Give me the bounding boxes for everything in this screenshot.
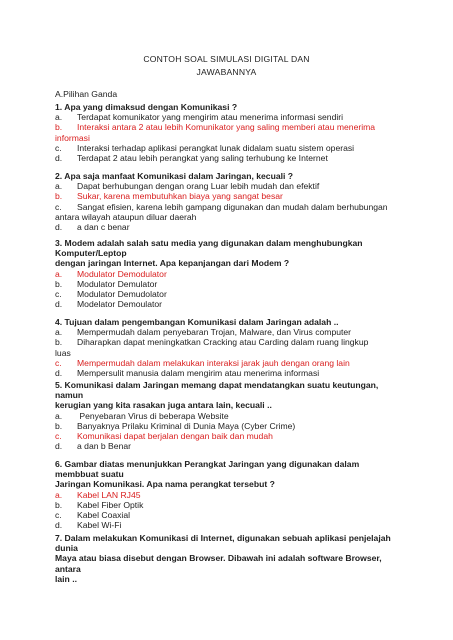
question-text: kerugian yang kita rasakan juga antara lain, kecuali ..: [55, 400, 272, 411]
option-text: Kabel Wi-Fi: [77, 520, 122, 531]
option-letter: b.: [55, 278, 63, 289]
option-letter: a.: [55, 268, 63, 279]
answer-option: [55, 520, 121, 530]
option-text: Interaksi antara 2 atau lebih Komunikator yang saling memberi atau menerima: [77, 122, 376, 133]
question-text: Maya atau biasa disebut dengan Browser. Dibawah ini adalah software Browser,: [55, 553, 382, 564]
option-letter: d.: [55, 222, 63, 232]
option-letter: c.: [55, 201, 62, 212]
option-text: Diharapkan dapat meningkatkan Cracking atau Carding dalam ruang lingkup: [77, 337, 369, 348]
option-letter: a.: [55, 410, 63, 421]
answer-option: [55, 421, 295, 431]
question-text: membbuat suatu: [55, 469, 124, 480]
question-text: 2. Apa saja manfaat Komunikasi dalam Jaringan, kecuali ?: [55, 171, 294, 181]
option-text: Modulator Demudolator: [77, 289, 167, 299]
option-text: Mempermudah dalam melakukan interaksi jarak jauh dengan orang lain: [77, 357, 350, 368]
option-continuation: luas: [55, 347, 71, 358]
option-letter: d.: [55, 299, 63, 310]
option-text: Kabel Fiber Optik: [77, 499, 144, 510]
option-letter: b.: [55, 499, 63, 510]
option-text: Modulator Demulator: [77, 278, 158, 289]
question-text: 4. Tujuan dalam pengembangan Komunikasi dalam Jaringan adalah ..: [55, 317, 339, 327]
option-letter: d.: [55, 153, 63, 163]
question-text: 3. Modem adalah salah satu media yang digunakan dalam menghubungkan: [55, 238, 363, 248]
option-text: Terdapat komunikator yang mengirim atau menerima informasi sendiri: [77, 112, 344, 123]
answer-option: [55, 327, 351, 337]
option-letter: d.: [55, 368, 63, 378]
option-letter: c.: [55, 431, 62, 441]
answer-option: [55, 289, 167, 299]
option-letter: d.: [55, 441, 63, 452]
option-letter: a.: [55, 489, 63, 500]
document-subtitle: JAWABANNYA: [196, 67, 257, 77]
option-continuation: antara wilayah ataupun diluar daerah: [55, 211, 197, 222]
option-text: Penyebaran Virus di beberapa Website: [77, 410, 229, 421]
option-letter: a.: [55, 327, 63, 338]
option-letter: c.: [55, 357, 62, 368]
option-text: Sukar, karena membutuhkan biaya yang sangat besar: [77, 191, 283, 202]
option-letter: c.: [55, 142, 62, 153]
answer-option: [55, 299, 162, 309]
option-text: Komunikasi dapat berjalan dengan baik dan mudah: [77, 431, 273, 441]
option-text: Mempersulit manusia dalam mengirim atau menerima informasi: [77, 368, 320, 378]
question-text: 6. Gambar diatas menunjukkan Perangkat Jaringan yang digunakan dalam: [55, 459, 360, 469]
option-text: Kabel Coaxial: [77, 510, 131, 520]
option-text: Interaksi terhadap aplikasi perangkat lunak didalam suatu sistem operasi: [77, 142, 355, 153]
answer-option: [55, 122, 375, 132]
question-text: 1. Apa yang dimaksud dengan Komunikasi ?: [55, 102, 238, 112]
option-letter: b.: [55, 420, 63, 431]
answer-option: [55, 490, 141, 500]
answer-option: [55, 337, 368, 347]
answer-option: [55, 368, 319, 378]
answer-option: [55, 269, 167, 279]
answer-option: [55, 191, 283, 201]
option-letter: b.: [55, 337, 63, 348]
question-text: namun: [55, 390, 84, 401]
answer-option: [55, 143, 354, 153]
question-text: Komputer/Leptop: [55, 248, 127, 259]
answer-option: [55, 112, 343, 122]
answer-option: [55, 441, 131, 451]
option-text: Modelator Demoulator: [77, 299, 163, 310]
question-text: antara: [55, 563, 81, 574]
option-continuation: informasi: [55, 132, 90, 143]
option-text: a dan c benar: [77, 222, 130, 232]
option-letter: a.: [55, 112, 63, 123]
question-text: lain ..: [55, 573, 77, 584]
answer-option: [55, 153, 328, 163]
answer-option: [55, 431, 273, 441]
answer-option: [55, 411, 229, 421]
option-text: Banyaknya Prilaku Kriminal di Dunia Maya (Cyber Crime): [77, 420, 296, 431]
answer-option: [55, 181, 319, 191]
option-letter: a.: [55, 181, 63, 192]
answer-option: [55, 202, 388, 212]
option-text: Kabel LAN RJ45: [77, 489, 141, 500]
answer-option: [55, 358, 350, 368]
question-text: dengan jaringan Internet. Apa kepanjangan dari Modem ?: [55, 258, 290, 269]
question-text: 7. Dalam melakukan Komunikasi di Internet, digunakan sebuah aplikasi penjelajah: [55, 533, 391, 543]
option-letter: b.: [55, 122, 63, 133]
answer-option: [55, 279, 157, 289]
option-letter: b.: [55, 191, 63, 202]
option-letter: d.: [55, 520, 63, 531]
option-text: a dan b Benar: [77, 441, 131, 452]
answer-option: [55, 500, 143, 510]
option-text: Terdapat 2 atau lebih perangkat yang saling terhubung ke Internet: [77, 153, 328, 163]
option-text: Dapat berhubungan dengan orang Luar lebih mudah dan efektif: [77, 181, 320, 192]
answer-option: [55, 510, 130, 520]
option-letter: c.: [55, 510, 62, 520]
document-title: CONTOH SOAL SIMULASI DIGITAL DAN: [143, 54, 310, 64]
question-text: Jaringan Komunikasi. Apa nama perangkat tersebut ?: [55, 479, 275, 490]
answer-option: [55, 222, 130, 232]
option-text: Sangat efisien, karena lebih gampang digunakan dan mudah dalam berhubungan: [77, 201, 388, 212]
section-heading: A.Pilihan Ganda: [55, 89, 118, 99]
question-text: dunia: [55, 543, 78, 554]
option-text: Modulator Demodulator: [77, 268, 167, 279]
option-text: Mempermudah dalam penyebaran Trojan, Malware, dan Virus computer: [77, 327, 352, 338]
option-letter: c.: [55, 289, 62, 299]
question-text: 5. Komunikasi dalam Jaringan memang dapat mendatangkan suatu keutungan,: [55, 380, 379, 390]
